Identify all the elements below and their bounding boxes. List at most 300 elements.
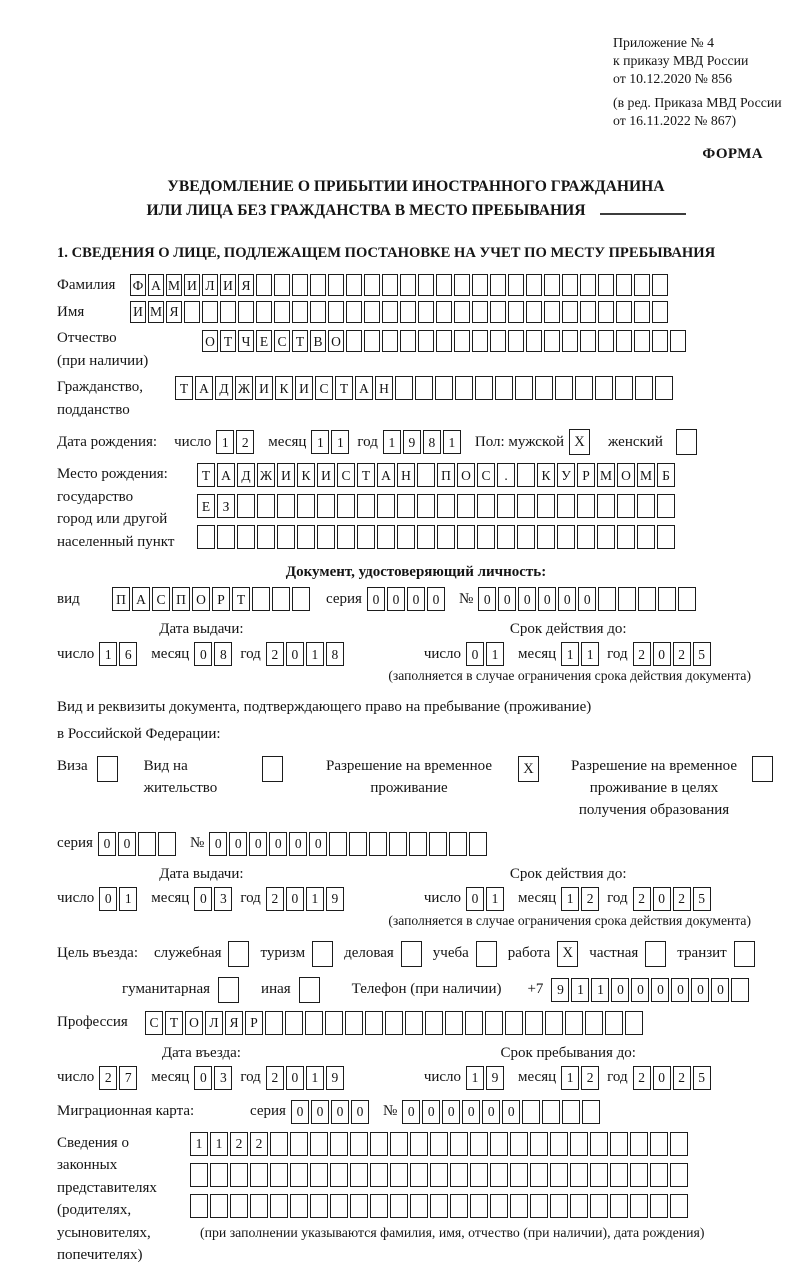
char-box[interactable] <box>652 330 668 352</box>
char-box[interactable]: 0 <box>462 1100 480 1124</box>
char-box[interactable]: Я <box>238 274 254 296</box>
char-box[interactable] <box>389 832 407 856</box>
char-box[interactable] <box>329 832 347 856</box>
char-box[interactable] <box>290 1132 308 1156</box>
char-box[interactable]: 2 <box>99 1066 117 1090</box>
char-box[interactable] <box>382 274 398 296</box>
char-box[interactable] <box>238 301 254 323</box>
char-box[interactable] <box>598 587 616 611</box>
char-box[interactable] <box>325 1011 343 1035</box>
char-box[interactable] <box>369 832 387 856</box>
char-box[interactable] <box>637 525 655 549</box>
char-box[interactable]: Т <box>197 463 215 487</box>
char-box[interactable] <box>377 525 395 549</box>
char-box[interactable]: 0 <box>498 587 516 611</box>
char-box[interactable] <box>312 941 333 967</box>
char-box[interactable] <box>590 1163 608 1187</box>
char-box[interactable]: З <box>217 494 235 518</box>
char-box[interactable] <box>731 978 749 1002</box>
char-box[interactable] <box>752 756 773 782</box>
char-box[interactable] <box>330 1132 348 1156</box>
char-box[interactable] <box>652 301 668 323</box>
char-box[interactable]: 1 <box>306 887 324 911</box>
char-box[interactable] <box>525 1011 543 1035</box>
char-box[interactable]: 0 <box>98 832 116 856</box>
char-box[interactable]: С <box>337 463 355 487</box>
char-box[interactable]: Ч <box>238 330 254 352</box>
char-box[interactable]: Я <box>166 301 182 323</box>
char-box[interactable] <box>274 274 290 296</box>
char-box[interactable] <box>470 1163 488 1187</box>
char-box[interactable]: Я <box>225 1011 243 1035</box>
char-box[interactable] <box>349 832 367 856</box>
char-box[interactable]: 9 <box>326 887 344 911</box>
char-box[interactable]: 1 <box>561 887 579 911</box>
char-box[interactable] <box>217 525 235 549</box>
char-box[interactable]: 2 <box>236 430 254 454</box>
char-box[interactable] <box>184 301 200 323</box>
char-box[interactable] <box>522 1100 540 1124</box>
char-box[interactable]: 2 <box>581 1066 599 1090</box>
char-box[interactable]: 0 <box>249 832 267 856</box>
char-box[interactable]: К <box>275 376 293 400</box>
char-box[interactable] <box>310 274 326 296</box>
char-box[interactable] <box>305 1011 323 1035</box>
char-box[interactable]: 2 <box>633 642 651 666</box>
char-box[interactable] <box>410 1132 428 1156</box>
char-box[interactable] <box>210 1163 228 1187</box>
char-box[interactable]: 0 <box>502 1100 520 1124</box>
char-box[interactable] <box>328 274 344 296</box>
char-box[interactable] <box>517 525 535 549</box>
char-box[interactable] <box>544 274 560 296</box>
char-box[interactable] <box>256 274 272 296</box>
char-box[interactable] <box>597 494 615 518</box>
char-box[interactable] <box>457 525 475 549</box>
char-box[interactable] <box>508 301 524 323</box>
char-box[interactable] <box>678 587 696 611</box>
char-box[interactable]: О <box>202 330 218 352</box>
char-box[interactable] <box>410 1163 428 1187</box>
char-box[interactable]: Ф <box>130 274 146 296</box>
char-box[interactable]: 1 <box>99 642 117 666</box>
char-box[interactable] <box>365 1011 383 1035</box>
char-box[interactable]: И <box>295 376 313 400</box>
char-box[interactable] <box>497 494 515 518</box>
char-box[interactable] <box>510 1194 528 1218</box>
char-box[interactable]: П <box>172 587 190 611</box>
char-box[interactable] <box>570 1132 588 1156</box>
char-box[interactable] <box>382 330 398 352</box>
char-box[interactable]: 0 <box>653 887 671 911</box>
char-box[interactable]: К <box>297 463 315 487</box>
char-box[interactable] <box>565 1011 583 1035</box>
char-box[interactable] <box>385 1011 403 1035</box>
char-box[interactable] <box>616 301 632 323</box>
char-box[interactable] <box>598 301 614 323</box>
char-box[interactable]: Т <box>165 1011 183 1035</box>
char-box[interactable]: 1 <box>216 430 234 454</box>
char-box[interactable]: С <box>274 330 290 352</box>
char-box[interactable] <box>158 832 176 856</box>
char-box[interactable]: 1 <box>561 1066 579 1090</box>
char-box[interactable]: 0 <box>442 1100 460 1124</box>
char-box[interactable]: О <box>192 587 210 611</box>
char-box[interactable] <box>470 1194 488 1218</box>
char-box[interactable] <box>638 587 656 611</box>
char-box[interactable] <box>580 301 596 323</box>
char-box[interactable] <box>310 1194 328 1218</box>
char-box[interactable] <box>617 494 635 518</box>
char-box[interactable] <box>364 274 380 296</box>
char-box[interactable] <box>590 1132 608 1156</box>
char-box[interactable] <box>562 301 578 323</box>
char-box[interactable] <box>435 376 453 400</box>
char-box[interactable] <box>475 376 493 400</box>
char-box[interactable] <box>610 1132 628 1156</box>
char-box[interactable] <box>405 1011 423 1035</box>
char-box[interactable] <box>417 494 435 518</box>
char-box[interactable]: Т <box>292 330 308 352</box>
char-box[interactable]: 0 <box>99 887 117 911</box>
char-box[interactable] <box>257 494 275 518</box>
char-box[interactable]: 0 <box>478 587 496 611</box>
char-box[interactable] <box>429 832 447 856</box>
char-box[interactable]: А <box>148 274 164 296</box>
char-box[interactable] <box>582 1100 600 1124</box>
char-box[interactable]: 3 <box>214 887 232 911</box>
char-box[interactable] <box>328 301 344 323</box>
char-box[interactable]: 0 <box>286 1066 304 1090</box>
char-box[interactable] <box>515 376 533 400</box>
char-box[interactable] <box>450 1132 468 1156</box>
char-box[interactable] <box>377 494 395 518</box>
char-box[interactable] <box>657 525 675 549</box>
char-box[interactable] <box>350 1132 368 1156</box>
char-box[interactable]: 1 <box>190 1132 208 1156</box>
char-box[interactable] <box>477 525 495 549</box>
char-box[interactable]: 2 <box>266 887 284 911</box>
char-box[interactable]: И <box>130 301 146 323</box>
char-box[interactable]: О <box>328 330 344 352</box>
char-box[interactable] <box>562 330 578 352</box>
char-box[interactable] <box>285 1011 303 1035</box>
char-box[interactable] <box>630 1163 648 1187</box>
char-box[interactable] <box>517 494 535 518</box>
char-box[interactable] <box>655 376 673 400</box>
char-box[interactable] <box>616 330 632 352</box>
char-box[interactable]: К <box>537 463 555 487</box>
char-box[interactable] <box>346 330 362 352</box>
char-box[interactable] <box>530 1132 548 1156</box>
char-box[interactable] <box>364 330 380 352</box>
char-box[interactable]: М <box>637 463 655 487</box>
char-box[interactable] <box>454 274 470 296</box>
char-box[interactable] <box>270 1194 288 1218</box>
char-box[interactable]: Л <box>205 1011 223 1035</box>
char-box[interactable] <box>237 494 255 518</box>
char-box[interactable] <box>357 525 375 549</box>
char-box[interactable]: 2 <box>673 1066 691 1090</box>
char-box[interactable] <box>577 494 595 518</box>
char-box[interactable]: 5 <box>693 1066 711 1090</box>
char-box[interactable]: 3 <box>214 1066 232 1090</box>
char-box[interactable]: 0 <box>466 642 484 666</box>
char-box[interactable] <box>454 301 470 323</box>
char-box[interactable]: Т <box>220 330 236 352</box>
char-box[interactable]: 0 <box>427 587 445 611</box>
char-box[interactable] <box>570 1163 588 1187</box>
char-box[interactable] <box>634 330 650 352</box>
char-box[interactable]: 0 <box>289 832 307 856</box>
char-box[interactable] <box>676 429 697 455</box>
char-box[interactable] <box>395 376 413 400</box>
char-box[interactable] <box>310 1163 328 1187</box>
char-box[interactable] <box>228 941 249 967</box>
char-box[interactable] <box>202 301 218 323</box>
char-box[interactable] <box>445 1011 463 1035</box>
char-box[interactable]: 0 <box>194 1066 212 1090</box>
char-box[interactable]: 1 <box>311 430 329 454</box>
char-box[interactable]: 0 <box>558 587 576 611</box>
char-box[interactable]: 1 <box>486 642 504 666</box>
char-box[interactable] <box>455 376 473 400</box>
char-box[interactable] <box>595 376 613 400</box>
char-box[interactable] <box>618 587 636 611</box>
char-box[interactable]: . <box>497 463 515 487</box>
char-box[interactable] <box>658 587 676 611</box>
char-box[interactable] <box>526 274 542 296</box>
char-box[interactable]: П <box>112 587 130 611</box>
char-box[interactable]: 5 <box>693 887 711 911</box>
char-box[interactable] <box>457 494 475 518</box>
char-box[interactable]: М <box>597 463 615 487</box>
char-box[interactable] <box>526 301 542 323</box>
char-box[interactable] <box>310 1132 328 1156</box>
char-box[interactable]: 0 <box>482 1100 500 1124</box>
char-box[interactable] <box>436 330 452 352</box>
char-box[interactable] <box>477 494 495 518</box>
char-box[interactable]: 8 <box>423 430 441 454</box>
char-box[interactable]: 0 <box>286 642 304 666</box>
char-box[interactable]: 1 <box>210 1132 228 1156</box>
char-box[interactable] <box>417 525 435 549</box>
char-box[interactable]: 9 <box>326 1066 344 1090</box>
char-box[interactable] <box>550 1163 568 1187</box>
char-box[interactable] <box>436 274 452 296</box>
char-box[interactable] <box>190 1163 208 1187</box>
char-box[interactable] <box>97 756 118 782</box>
char-box[interactable] <box>272 587 290 611</box>
char-box[interactable] <box>290 1194 308 1218</box>
char-box[interactable] <box>635 376 653 400</box>
char-box[interactable] <box>250 1194 268 1218</box>
char-box[interactable]: 0 <box>229 832 247 856</box>
char-box[interactable] <box>550 1194 568 1218</box>
char-box[interactable]: X <box>518 756 539 782</box>
char-box[interactable] <box>652 274 668 296</box>
char-box[interactable] <box>490 1132 508 1156</box>
char-box[interactable] <box>437 525 455 549</box>
char-box[interactable] <box>350 1163 368 1187</box>
char-box[interactable]: 0 <box>351 1100 369 1124</box>
char-box[interactable]: 0 <box>331 1100 349 1124</box>
char-box[interactable] <box>400 301 416 323</box>
char-box[interactable] <box>262 756 283 782</box>
char-box[interactable] <box>417 463 435 487</box>
char-box[interactable]: П <box>437 463 455 487</box>
char-box[interactable] <box>517 463 535 487</box>
char-box[interactable] <box>634 301 650 323</box>
char-box[interactable]: 0 <box>311 1100 329 1124</box>
char-box[interactable] <box>490 1194 508 1218</box>
char-box[interactable]: 9 <box>551 978 569 1002</box>
char-box[interactable] <box>650 1163 668 1187</box>
char-box[interactable] <box>370 1194 388 1218</box>
char-box[interactable] <box>418 274 434 296</box>
char-box[interactable] <box>337 494 355 518</box>
char-box[interactable] <box>630 1132 648 1156</box>
char-box[interactable] <box>465 1011 483 1035</box>
char-box[interactable]: И <box>220 274 236 296</box>
char-box[interactable]: 1 <box>591 978 609 1002</box>
char-box[interactable] <box>575 376 593 400</box>
char-box[interactable]: 0 <box>194 887 212 911</box>
char-box[interactable] <box>630 1194 648 1218</box>
char-box[interactable] <box>598 330 614 352</box>
char-box[interactable] <box>510 1163 528 1187</box>
char-box[interactable] <box>449 832 467 856</box>
char-box[interactable] <box>542 1100 560 1124</box>
char-box[interactable] <box>615 376 633 400</box>
char-box[interactable]: О <box>617 463 635 487</box>
char-box[interactable]: С <box>145 1011 163 1035</box>
char-box[interactable]: 5 <box>693 642 711 666</box>
char-box[interactable] <box>555 376 573 400</box>
char-box[interactable] <box>616 274 632 296</box>
char-box[interactable] <box>577 525 595 549</box>
char-box[interactable] <box>430 1132 448 1156</box>
char-box[interactable]: 9 <box>403 430 421 454</box>
char-box[interactable]: Е <box>197 494 215 518</box>
char-box[interactable]: Е <box>256 330 272 352</box>
char-box[interactable]: X <box>557 941 578 967</box>
char-box[interactable]: X <box>569 429 590 455</box>
char-box[interactable]: М <box>166 274 182 296</box>
char-box[interactable] <box>605 1011 623 1035</box>
char-box[interactable]: 0 <box>653 1066 671 1090</box>
char-box[interactable] <box>570 1194 588 1218</box>
char-box[interactable] <box>490 301 506 323</box>
char-box[interactable]: 0 <box>466 887 484 911</box>
char-box[interactable]: М <box>148 301 164 323</box>
char-box[interactable] <box>250 1163 268 1187</box>
char-box[interactable]: 0 <box>422 1100 440 1124</box>
char-box[interactable] <box>450 1194 468 1218</box>
char-box[interactable] <box>470 1132 488 1156</box>
char-box[interactable] <box>734 941 755 967</box>
char-box[interactable] <box>645 941 666 967</box>
char-box[interactable] <box>345 1011 363 1035</box>
char-box[interactable] <box>454 330 470 352</box>
char-box[interactable] <box>237 525 255 549</box>
char-box[interactable]: Т <box>175 376 193 400</box>
char-box[interactable]: 0 <box>651 978 669 1002</box>
char-box[interactable] <box>510 1132 528 1156</box>
char-box[interactable] <box>557 494 575 518</box>
char-box[interactable]: 1 <box>571 978 589 1002</box>
char-box[interactable] <box>401 941 422 967</box>
char-box[interactable] <box>495 376 513 400</box>
char-box[interactable]: 0 <box>286 887 304 911</box>
char-box[interactable] <box>490 330 506 352</box>
char-box[interactable] <box>397 525 415 549</box>
char-box[interactable] <box>274 301 290 323</box>
char-box[interactable]: 1 <box>331 430 349 454</box>
char-box[interactable] <box>670 1194 688 1218</box>
char-box[interactable] <box>346 274 362 296</box>
char-box[interactable] <box>218 977 239 1003</box>
char-box[interactable] <box>277 494 295 518</box>
char-box[interactable] <box>330 1163 348 1187</box>
char-box[interactable] <box>357 494 375 518</box>
char-box[interactable] <box>476 941 497 967</box>
char-box[interactable] <box>418 330 434 352</box>
char-box[interactable] <box>617 525 635 549</box>
char-box[interactable]: 0 <box>309 832 327 856</box>
char-box[interactable] <box>364 301 380 323</box>
char-box[interactable] <box>257 525 275 549</box>
char-box[interactable]: 0 <box>387 587 405 611</box>
char-box[interactable] <box>400 274 416 296</box>
char-box[interactable]: Б <box>657 463 675 487</box>
char-box[interactable]: 2 <box>250 1132 268 1156</box>
char-box[interactable] <box>415 376 433 400</box>
char-box[interactable]: 2 <box>633 887 651 911</box>
char-box[interactable]: 0 <box>367 587 385 611</box>
char-box[interactable]: Л <box>202 274 218 296</box>
char-box[interactable]: У <box>557 463 575 487</box>
char-box[interactable] <box>610 1163 628 1187</box>
char-box[interactable]: 1 <box>383 430 401 454</box>
char-box[interactable] <box>490 1163 508 1187</box>
char-box[interactable] <box>292 301 308 323</box>
char-box[interactable]: А <box>217 463 235 487</box>
char-box[interactable] <box>535 376 553 400</box>
char-box[interactable] <box>537 525 555 549</box>
char-box[interactable] <box>657 494 675 518</box>
char-box[interactable]: Т <box>335 376 353 400</box>
char-box[interactable]: 0 <box>194 642 212 666</box>
char-box[interactable] <box>545 1011 563 1035</box>
char-box[interactable]: 0 <box>711 978 729 1002</box>
char-box[interactable]: В <box>310 330 326 352</box>
char-box[interactable] <box>472 330 488 352</box>
char-box[interactable] <box>557 525 575 549</box>
char-box[interactable]: 9 <box>486 1066 504 1090</box>
char-box[interactable] <box>490 274 506 296</box>
char-box[interactable]: 0 <box>209 832 227 856</box>
char-box[interactable] <box>508 330 524 352</box>
char-box[interactable] <box>197 525 215 549</box>
char-box[interactable] <box>265 1011 283 1035</box>
char-box[interactable] <box>390 1163 408 1187</box>
char-box[interactable] <box>590 1194 608 1218</box>
char-box[interactable] <box>210 1194 228 1218</box>
char-box[interactable]: 2 <box>266 1066 284 1090</box>
char-box[interactable] <box>469 832 487 856</box>
char-box[interactable]: Ж <box>235 376 253 400</box>
